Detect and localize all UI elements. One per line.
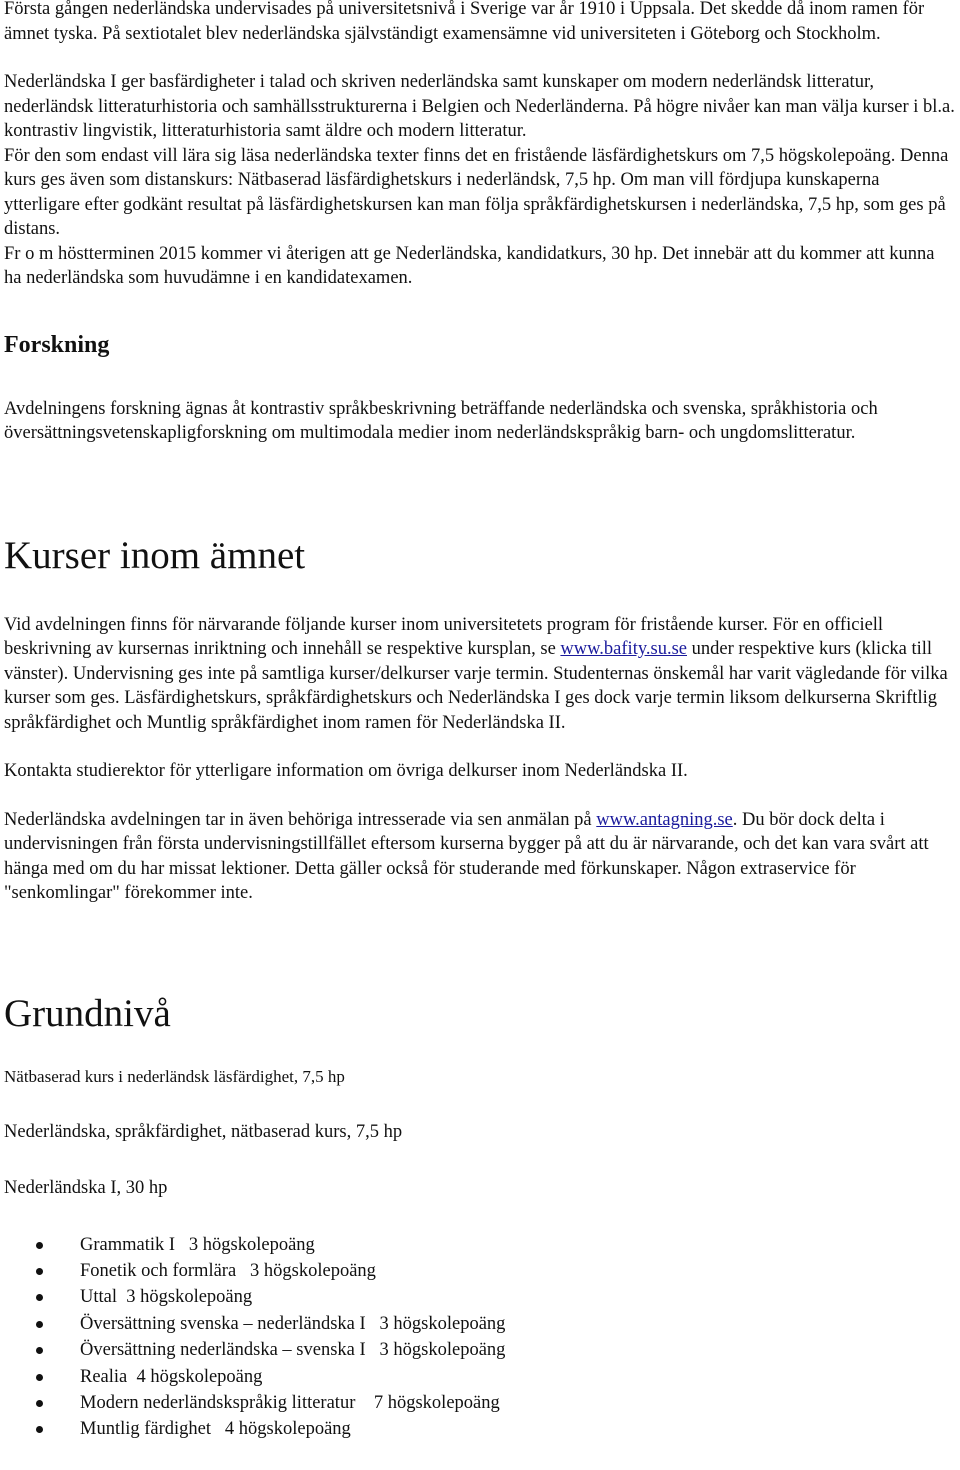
late-text-after-link: . Du bör dock delta i undervisningen från första undervisningstillfället eftersom kurserna bygger på att du är närvarande, och det kan vara svårt att hänga med om du har missat lektioner. Detta gäller också för studerande med förkunskaper. Någon extraservice för "senkomlingar" förekommer inte. [4,809,929,903]
list-item [36,1416,956,1442]
bullet-icon [36,1347,43,1354]
kurser-paragraph-overview [4,613,956,736]
bullet-icon [36,1268,43,1275]
list-item [36,1232,956,1258]
kurser-paragraph-contact: Kontakta studierektor för ytterligare information om övriga delkurser inom Nederländska II. [4,761,688,781]
kurser-paragraph-late-registration [4,808,956,906]
nederlandska-i-subcourse-list [4,1232,956,1443]
bullet-icon [36,1321,43,1328]
bullet-icon [36,1294,43,1301]
bullet-icon [36,1374,43,1381]
list-item [36,1390,956,1416]
list-item [36,1311,956,1337]
intro-paragraph-lasfardighet: För den som endast vill lära sig läsa nederländska texter finns det en fristående läsfärdighetskurs om 7,5 högskolepoäng. Denna kurs ges även som distanskurs: Nätbaserad läsfärdighetskurs i nederländsk, 7,5 hp. Om man vill fördjupa kunskaperna ytterligare efter godkänt resultat på läsfärdighetskursen kan man följa språkfärdighetskursen i nederländska, 7,5 hp, som ges på distans. [4,145,949,239]
subcourse-label: Grammatik I 3 högskolepoäng [80,1234,315,1255]
grundniva-heading: Grundnivå [4,991,171,1035]
kurser-text-after-link: under respektive kurs (klicka till vänster). Undervisning ges inte på samtliga kurser/delkurser varje termin. Studenternas önskemål har varit vägledande för vilka kurser som ges. Läsfärdighetskurs, språkfärdighetskurs och Nederländska I ges dock varje termin liksom delkurserna Skriftlig språkfärdighet och Muntlig språkfärdighet inom ramen för Nederländska II. [4,639,948,733]
subcourse-label: Modern nederländskspråkig litteratur 7 högskolepoäng [80,1392,500,1413]
bullet-icon [36,1400,43,1407]
subcourse-label: Uttal 3 högskolepoäng [80,1287,253,1308]
subcourse-label: Översättning nederländska – svenska I 3 högskolepoäng [80,1340,506,1361]
course-nederlandska-i: Nederländska I, 30 hp [4,1178,168,1198]
subcourse-label: Muntlig färdighet 4 högskolepoäng [80,1419,351,1440]
subcourse-label: Översättning svenska – nederländska I 3 högskolepoäng [80,1313,506,1334]
list-item [36,1284,956,1310]
bullet-icon [36,1242,43,1249]
course-sprakfardighet: Nederländska, språkfärdighet, nätbaserad kurs, 7,5 hp [4,1121,403,1142]
course-nat-lasfardighet: Nätbaserad kurs i nederländsk läsfärdighet, 7,5 hp [4,1066,345,1086]
bullet-icon [36,1426,43,1433]
intro-paragraph-nederlandska-i: Nederländska I ger basfärdigheter i talad och skriven nederländska samt kunskaper om modern nederländsk litteratur, nederländsk litteraturhistoria och samhällsstrukturerna i Belgien och Nederländerna. På högre nivåer kan man välja kurser i bl.a. kontrastiv lingvistik, litteraturhistoria samt äldre och modern litteratur. [4,72,955,141]
intro-paragraph-kandidatkurs: Fr o m höstterminen 2015 kommer vi återigen att ge Nederländska, kandidatkurs, 30 hp. Det innebär att du kommer att kunna ha nederländska som huvudämne i en kandidatexamen. [4,243,935,288]
subcourse-label: Realia 4 högskolepoäng [80,1366,263,1387]
list-item [36,1258,956,1284]
forskning-paragraph: Avdelningens forskning ägnas åt kontrastiv språkbeskrivning beträffande nederländska och svenska, språkhistoria och översättningsvetenskapligforskning om multimodala medier inom nederländskspråkig barn- och ungdomslitteratur. [4,398,878,443]
antagning-link[interactable]: www.antagning.se [596,809,733,830]
kurser-heading: Kurser inom ämnet [4,533,306,577]
kurser-text-before-link: Vid avdelningen finns för närvarande följande kurser inom universitetets program för fristående kurser. För en officiell beskrivning av kursernas inriktning och innehåll se respektive kursplan, se [4,614,884,659]
list-item [36,1364,956,1390]
late-text-before-link: Nederländska avdelningen tar in även behöriga intresserade via sen anmälan på [4,809,597,830]
bafity-link[interactable]: www.bafity.su.se [560,639,687,659]
list-item [36,1337,956,1363]
intro-paragraph-history: Första gången nederländska undervisades på universitetsnivå i Sverige var år 1910 i Uppsala. Det skedde då inom ramen för ämnet tyska. På sextiotalet blev nederländska självständigt examensämne vid universiteten i Göteborg och Stockholm. [4,0,925,44]
subcourse-label: Fonetik och formlära 3 högskolepoäng [80,1260,376,1281]
forskning-heading: Forskning [4,331,110,358]
